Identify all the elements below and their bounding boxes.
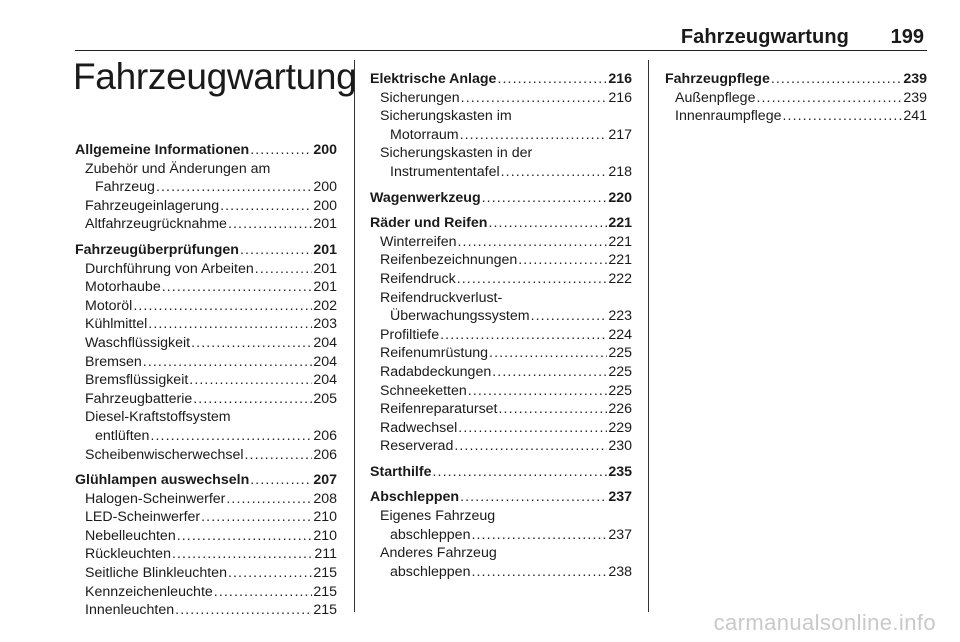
toc-entry-page: 238 [608, 563, 632, 580]
toc-entry-page: 218 [608, 163, 632, 180]
dot-leader [433, 463, 608, 482]
dot-leader [250, 471, 312, 490]
toc-entry[interactable] [75, 371, 337, 390]
toc-entry-row [85, 446, 337, 465]
dot-leader [193, 390, 312, 409]
toc-entry[interactable] [370, 251, 632, 270]
toc-entry-label: Instrumententafel [390, 163, 500, 180]
toc-entry-label: Sicherungen [380, 89, 460, 106]
dot-leader [191, 334, 312, 353]
toc-entry[interactable] [75, 545, 337, 564]
toc-entry-row [85, 545, 337, 564]
toc-section[interactable] [370, 70, 632, 89]
dot-leader [175, 601, 312, 620]
toc-entry-page: 206 [313, 446, 337, 463]
toc-column-1 [75, 0, 337, 642]
toc-entry[interactable] [75, 490, 337, 509]
toc-entry-label: LED-Scheinwerfer [85, 509, 201, 526]
toc-entry-row [380, 163, 632, 182]
toc-entry-row [85, 508, 337, 527]
dot-leader [214, 583, 313, 602]
toc-entry-row [85, 278, 337, 297]
toc-section[interactable] [665, 70, 927, 89]
toc-entry-page: 221 [608, 233, 632, 250]
toc-entry-row [85, 215, 337, 234]
toc-entry-label: Motorraum [390, 126, 459, 143]
toc-entry-page: 225 [608, 382, 632, 399]
toc-entry-label: Reifenumrüstung [380, 345, 489, 362]
toc-entry-row [85, 564, 337, 583]
dot-leader [518, 251, 607, 270]
toc-entry-label: Reserverad [380, 438, 454, 455]
dot-leader [172, 545, 313, 564]
toc-entry-page: 215 [313, 583, 337, 600]
dot-leader [228, 564, 312, 583]
toc-entry-label: Fahrzeugpflege [665, 71, 770, 87]
toc-entry-label-line: Eigenes Fahrzeug [380, 508, 496, 525]
toc-entry-page: 221 [608, 215, 632, 232]
toc-entry-label: Glühlampen auswechseln [75, 472, 250, 489]
toc-entry-page: 210 [313, 527, 337, 544]
toc-entry-row [85, 197, 337, 216]
toc-entry-row [85, 315, 337, 334]
toc-entry-label-line: Sicherungskasten in der [380, 145, 533, 162]
toc-entry[interactable] [665, 89, 927, 108]
toc-section[interactable] [370, 214, 632, 233]
toc-entry-label: Bremsflüssigkeit [85, 372, 189, 389]
toc-entry-page: 200 [313, 179, 337, 196]
toc-section[interactable] [75, 241, 337, 260]
toc-entry-page: 204 [313, 353, 337, 370]
toc-entry-row [75, 141, 337, 160]
toc-entry-row [370, 214, 632, 233]
dot-leader [756, 89, 902, 108]
toc-entry[interactable] [75, 278, 337, 297]
dot-leader [471, 563, 607, 582]
toc-entry-label: Motoröl [85, 297, 133, 314]
toc-entry-page: 239 [903, 89, 927, 106]
toc-entry-label: Wagenwerkzeug [370, 189, 481, 206]
dot-leader [468, 382, 608, 401]
toc-entry-page: 204 [313, 372, 337, 389]
toc-entry-page: 217 [608, 126, 632, 143]
toc-entry-page: 229 [608, 419, 632, 436]
toc-entry-page: 210 [313, 509, 337, 526]
toc-entry-label-line: Sicherungskasten im [380, 108, 512, 125]
toc-entry-row [85, 527, 337, 546]
dot-leader [482, 189, 608, 208]
toc-entry-page: 239 [903, 71, 927, 87]
toc-entry-label: Nebelleuchten [85, 527, 176, 544]
dot-leader [457, 270, 608, 289]
toc-entry-label: Winterreifen [380, 233, 457, 250]
toc-entry-page: 230 [608, 438, 632, 455]
toc-entry-row [85, 297, 337, 316]
toc-entry-row [75, 241, 337, 260]
toc-entry-label: Innenleuchten [85, 602, 175, 619]
toc-entry-page: 224 [608, 326, 632, 343]
toc-entry-page: 225 [608, 363, 632, 380]
toc-entry-label: Rückleuchten [85, 546, 171, 563]
toc-entry-row [370, 189, 632, 208]
toc-entry-page: 200 [313, 197, 337, 214]
toc-entry[interactable] [75, 315, 337, 334]
toc-entry-row [380, 326, 632, 345]
dot-leader [440, 326, 607, 345]
toc-entry-row [675, 89, 927, 108]
toc-entry-page: 203 [313, 316, 337, 333]
toc-section[interactable] [370, 189, 632, 208]
toc-entry-row [380, 126, 632, 145]
dot-leader [488, 214, 607, 233]
toc-entry[interactable] [75, 160, 337, 197]
dot-leader [240, 241, 312, 260]
toc-entry-page: 200 [313, 142, 337, 158]
toc-entry-label: Reifendruck [380, 270, 456, 287]
toc-entry-page: 206 [313, 427, 337, 444]
toc-entry-page: 201 [313, 241, 337, 258]
header-title: Fahrzeugwartung [680, 26, 849, 48]
toc-entry-label: Scheibenwischerwechsel [85, 446, 244, 463]
toc-entry-label: Innenraumpflege [675, 108, 782, 125]
toc-entry-label: Kennzeichenleuchte [85, 583, 213, 600]
chapter-title: Fahrzeugwartung [73, 56, 357, 97]
toc-entry[interactable] [75, 508, 337, 527]
dot-leader [220, 197, 312, 216]
toc-entry[interactable] [75, 408, 337, 445]
toc-entry-page: 226 [608, 401, 632, 418]
toc-entry-row [85, 371, 337, 390]
column-divider [354, 60, 355, 612]
toc-entry-label: Abschleppen [370, 489, 460, 506]
toc-entry-row [380, 344, 632, 363]
toc-entry-label-line: Diesel-Kraftstoffsystem [85, 409, 231, 426]
dot-leader [471, 526, 607, 545]
toc-entry-page: 201 [313, 216, 337, 233]
toc-entry-page: 241 [903, 108, 927, 125]
dot-leader [228, 215, 312, 234]
toc-entry-label: abschleppen [390, 526, 471, 543]
toc-entry[interactable] [370, 544, 632, 581]
toc-entry[interactable] [75, 564, 337, 583]
toc-entry[interactable] [370, 419, 632, 438]
dot-leader [245, 446, 313, 465]
toc-entry-label: Fahrzeugüberprüfungen [75, 241, 239, 258]
toc-entry-label: Elektrische Anlage [370, 71, 497, 87]
toc-entry-page: 216 [608, 71, 632, 87]
toc-entry[interactable] [370, 326, 632, 345]
toc-entry[interactable] [370, 507, 632, 544]
toc-entry-row [380, 251, 632, 270]
toc-entry-row [380, 419, 632, 438]
dot-leader [531, 307, 608, 326]
toc-entry-label: Reifenbezeichnungen [380, 252, 518, 269]
toc-entry[interactable] [370, 363, 632, 382]
toc-entry-row [370, 463, 632, 482]
toc-entry[interactable] [75, 527, 337, 546]
dot-leader [501, 163, 608, 182]
toc-entry-label: Altfahrzeugrücknahme [85, 216, 227, 233]
toc-entry-row [85, 178, 337, 197]
toc-list [370, 70, 632, 581]
toc-entry-row [85, 427, 337, 446]
toc-entry-label: Außenpflege [675, 89, 756, 106]
toc-entry-row [380, 89, 632, 108]
toc-entry[interactable] [75, 601, 337, 620]
toc-entry-row [85, 490, 337, 509]
toc-entry-page: 202 [313, 297, 337, 314]
toc-section[interactable] [75, 141, 337, 160]
toc-entry-row [380, 270, 632, 289]
toc-entry-page: 225 [608, 345, 632, 362]
dot-leader [492, 363, 607, 382]
toc-entry[interactable] [370, 289, 632, 326]
dot-leader [454, 437, 607, 456]
toc-entry-page: 205 [313, 390, 337, 407]
dot-leader [458, 419, 607, 438]
toc-entry-label-line: Anderes Fahrzeug [380, 545, 497, 562]
toc-entry-page: 237 [608, 489, 632, 506]
dot-leader [156, 178, 312, 197]
toc-entry-page: 237 [608, 526, 632, 543]
toc-entry-page: 201 [313, 279, 337, 296]
toc-entry-row [380, 400, 632, 419]
toc-entry[interactable] [75, 215, 337, 234]
toc-entry-row [675, 107, 927, 126]
dot-leader [250, 141, 312, 160]
toc-entry-row [380, 526, 632, 545]
toc-entry-label: Radwechsel [380, 419, 458, 436]
toc-entry-label: Bremsen [85, 353, 142, 370]
toc-entry-row [85, 334, 337, 353]
toc-entry[interactable] [75, 334, 337, 353]
toc-entry-row [85, 583, 337, 602]
toc-section[interactable] [75, 471, 337, 490]
toc-entry-label: Profiltiefe [380, 326, 440, 343]
toc-entry[interactable] [370, 144, 632, 181]
dot-leader [148, 315, 312, 334]
dot-leader [189, 371, 312, 390]
toc-entry-row [85, 390, 337, 409]
toc-entry-page: 204 [313, 334, 337, 351]
toc-entry-label: Überwachungssystem [390, 308, 530, 325]
dot-leader [143, 353, 313, 372]
toc-entry-label: Fahrzeug [95, 179, 155, 196]
toc-entry[interactable] [370, 270, 632, 289]
toc-entry-page: 215 [313, 565, 337, 582]
toc-entry-page: 211 [314, 546, 337, 563]
dot-leader [497, 70, 607, 89]
toc-entry[interactable] [75, 446, 337, 465]
toc-entry-label: Fahrzeugbatterie [85, 390, 193, 407]
toc-section[interactable] [370, 463, 632, 482]
toc-entry-row [665, 70, 927, 89]
toc-entry-label-line: Reifendruckverlust- [380, 289, 503, 306]
toc-entry-label: Waschflüssigkeit [85, 334, 191, 351]
toc-entry-label: Seitliche Blinkleuchten [85, 565, 227, 582]
toc-entry[interactable] [370, 89, 632, 108]
toc-entry-label: Starthilfe [370, 463, 432, 480]
toc-list [75, 141, 337, 620]
toc-entry-row [380, 233, 632, 252]
dot-leader [133, 297, 312, 316]
toc-entry-row [380, 363, 632, 382]
toc-entry-page: 235 [608, 463, 632, 480]
watermark: carmanualsonline.info [713, 610, 936, 635]
toc-entry-row [380, 437, 632, 456]
toc-entry-row [370, 488, 632, 507]
dot-leader [457, 233, 607, 252]
toc-entry[interactable] [370, 382, 632, 401]
toc-entry[interactable] [665, 107, 927, 126]
toc-entry-row [370, 70, 632, 89]
toc-entry-row [380, 563, 632, 582]
dot-leader [771, 70, 902, 89]
toc-list [665, 70, 927, 126]
toc-entry-row [380, 382, 632, 401]
dot-leader [226, 490, 312, 509]
toc-entry-label: Räder und Reifen [370, 215, 488, 232]
toc-entry-page: 201 [313, 260, 337, 277]
toc-entry-label: Kühlmittel [85, 316, 148, 333]
dot-leader [255, 260, 313, 279]
toc-entry-row [380, 307, 632, 326]
dot-leader [499, 400, 608, 419]
toc-entry[interactable] [75, 583, 337, 602]
toc-column-3 [665, 0, 927, 642]
toc-entry-label: Radabdeckungen [380, 363, 492, 380]
toc-entry-page: 207 [313, 472, 337, 489]
toc-section[interactable] [370, 488, 632, 507]
dot-leader [460, 126, 608, 145]
toc-entry-label: Allgemeine Informationen [75, 142, 250, 158]
dot-leader [460, 488, 607, 507]
toc-entry[interactable] [75, 197, 337, 216]
toc-entry-page: 208 [313, 490, 337, 507]
toc-entry[interactable] [75, 390, 337, 409]
toc-entry-page: 215 [313, 602, 337, 619]
dot-leader [162, 278, 313, 297]
toc-entry-label: Reifenreparaturset [380, 401, 498, 418]
toc-entry[interactable] [370, 400, 632, 419]
toc-entry[interactable] [75, 297, 337, 316]
toc-entry-page: 216 [608, 89, 632, 106]
page-number: 199 [890, 26, 924, 48]
toc-entry-row [85, 260, 337, 279]
toc-entry[interactable] [75, 260, 337, 279]
toc-entry-page: 222 [608, 270, 632, 287]
toc-entry-label: Halogen-Scheinwerfer [85, 490, 226, 507]
dot-leader [489, 344, 607, 363]
toc-entry-label: Motorhaube [85, 279, 161, 296]
toc-entry-label: entlüften [95, 427, 150, 444]
toc-entry[interactable] [370, 233, 632, 252]
toc-entry[interactable] [370, 107, 632, 144]
toc-entry-label: abschleppen [390, 563, 471, 580]
toc-entry-label: Durchführung von Arbeiten [85, 260, 254, 277]
toc-entry[interactable] [370, 344, 632, 363]
toc-entry-page: 220 [608, 189, 632, 206]
toc-entry[interactable] [75, 353, 337, 372]
toc-entry-page: 223 [608, 308, 632, 325]
toc-column-2 [370, 0, 632, 642]
toc-entry-page: 221 [608, 252, 632, 269]
toc-entry-label-line: Zubehör und Änderungen am [85, 160, 271, 177]
dot-leader [150, 427, 312, 446]
dot-leader [782, 107, 902, 126]
toc-entry-row [75, 471, 337, 490]
dot-leader [201, 508, 312, 527]
toc-entry-row [85, 353, 337, 372]
toc-entry-row [85, 601, 337, 620]
column-divider [648, 60, 649, 612]
dot-leader [461, 89, 608, 108]
toc-entry[interactable] [370, 437, 632, 456]
toc-entry-label: Fahrzeugeinlagerung [85, 197, 220, 214]
toc-entry-label: Schneeketten [380, 382, 467, 399]
dot-leader [177, 527, 313, 546]
